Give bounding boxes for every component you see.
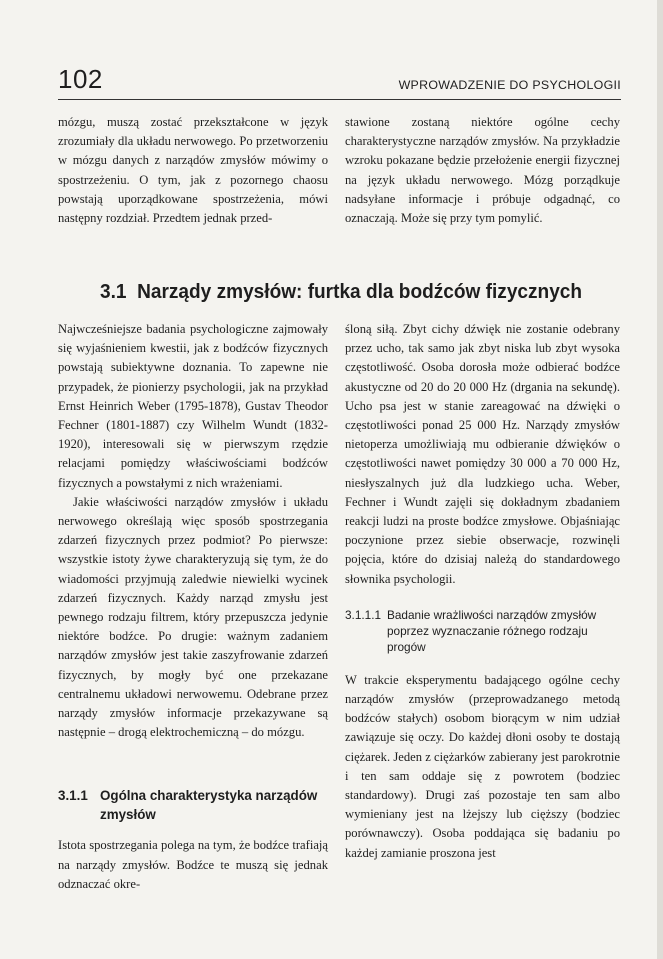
running-header: WPROWADZENIE DO PSYCHOLOGII [398, 78, 621, 92]
subsection-number: 3.1.1 [58, 788, 88, 804]
section-number: 3.1 [100, 280, 127, 303]
header-rule [58, 99, 621, 100]
paragraph: Jakie właściwości narządów zmysłów i układu nerwowego określają więc sposób spostrzegania zdarzeń fizycznych przez podmiot? Po pierwsze: wszystkie istoty żywe charakteryzują się tym, że do wiadomości przyjmują zaledwie niewielki wycinek zdarzeń fizycznych. Każdy narząd zmysłu jest pewnego rodzaju filtrem, który przepuszcza jedynie niektóre bodźce. Po drugie: ważnym zadaniem narządów zmysłów jest takie zaszyfrowanie zdarzeń fizycznych, by mogły być one przekazane centralnemu układowi nerwowemu. Odebrane przez narządy zmysłów informacje przekazywane są następnie – drogą elektrochemiczną – do mózgu. [58, 494, 328, 740]
subsection-title: Ogólna charakterystyka narządów zmysłów [100, 788, 318, 823]
paragraph: Najwcześniejsze badania psychologiczne zajmowały się wyjaśnieniem kwestii, jak z bodźców fizycznych powstają subiektywne doznania. To zapewne nie przypadek, że pionierzy psychologii, jak na przykład Ernst Heinrich Weber (1795-1878), Gustav Theodor Fechner (1801-1887) czy Wilhelm Wundt (1832-1920), interesowali się w pierwszym rzędzie relacjami pomiędzy właściwościami bodźców fizycznych a powstałymi z nich wrażeniami. [58, 322, 328, 490]
paragraph: śloną siłą. Zbyt cichy dźwięk nie zostanie odebrany przez ucho, tak samo jak zbyt niska lub zbyt wysoka częstotliwość. Osoba dorosła może odbierać bodźce akustyczne od 20 do 20 000 Hz (drgania na sekundę). Ucho psa jest w stanie zareagować na dźwięki o częstotliwości ponad 25 000 Hz. Narządy zmysłów nietoperza umożliwiają mu odbieranie dźwięków o częstotliwości nawet pomiędzy 30 000 a 70 000 Hz, niesłyszalnych już dla ludzkiego ucha. Weber, Fechner i Wundt zajęli się dokładnym zbadaniem reakcji ludzi na proste bodźce zmysłowe. Objaśniając poczynione przez siebie obserwacje, rozwinęli pojęcia, które do dzisiaj należą do standardowego słownika psychologii. [345, 322, 620, 586]
top-right-column [345, 113, 620, 228]
subsection-heading [58, 786, 328, 824]
page-edge [657, 0, 663, 959]
section-heading [100, 280, 582, 304]
subsubsection-number: 3.1.1.1 [345, 607, 382, 622]
top-left-column [58, 113, 328, 228]
paragraph: W trakcie eksperymentu badającego ogólne cechy narządów zmysłów (przeprowadzanego metodą bodźców stałych) osobom biorącym w nim udział zawiązuje się oczy. Do każdej dłoni osoby te dostają ciężarek. Jeden z ciężarków zabierany jest parokrotnie i ten sam oddaje się z powrotem (bodziec standardowy). Drugi zaś pozostaje ten sam albo wymieniany jest na lżejszy lub cięższy (bodziec porównawczy). Osoba poddająca się badaniu po każdej zamianie proszona jest [345, 672, 620, 860]
paragraph: stawione zostaną niektóre ogólne cechy charakterystyczne narządów zmysłów. Na przykładzie wzroku pokazane będzie przełożenie energii fizycznej na język układu nerwowego. Mózg porządkuje nadsyłane informacje i próbuje odgadnąć, co oznaczają. Może się przy tym pomylić. [345, 115, 620, 226]
section-title: Narządy zmysłów: furtka dla bodźców fizycznych [137, 280, 583, 303]
subsubsection-heading [345, 607, 620, 655]
main-right-column [345, 320, 620, 863]
paragraph: mózgu, muszą zostać przekształcone w język zrozumiały dla układu nerwowego. Po przetworzeniu w mózgu danych z narządów zmysłów mówimy o spostrzeżeniu. O tym, jak z pozornego chaosu powstają uporządkowane spostrzeżenia, mówi następny rozdział. Przedtem jednak przed- [58, 115, 328, 226]
main-left-column [58, 320, 328, 894]
page-number: 102 [58, 64, 103, 94]
paragraph: Istota spostrzegania polega na tym, że bodźce trafiają na narządy zmysłów. Bodźce te muszą się jednak odznaczać okre- [58, 838, 328, 891]
subsubsection-title: Badanie wrażliwości narządów zmysłów poprzez wyznaczanie różnego rodzaju progów [387, 607, 597, 654]
